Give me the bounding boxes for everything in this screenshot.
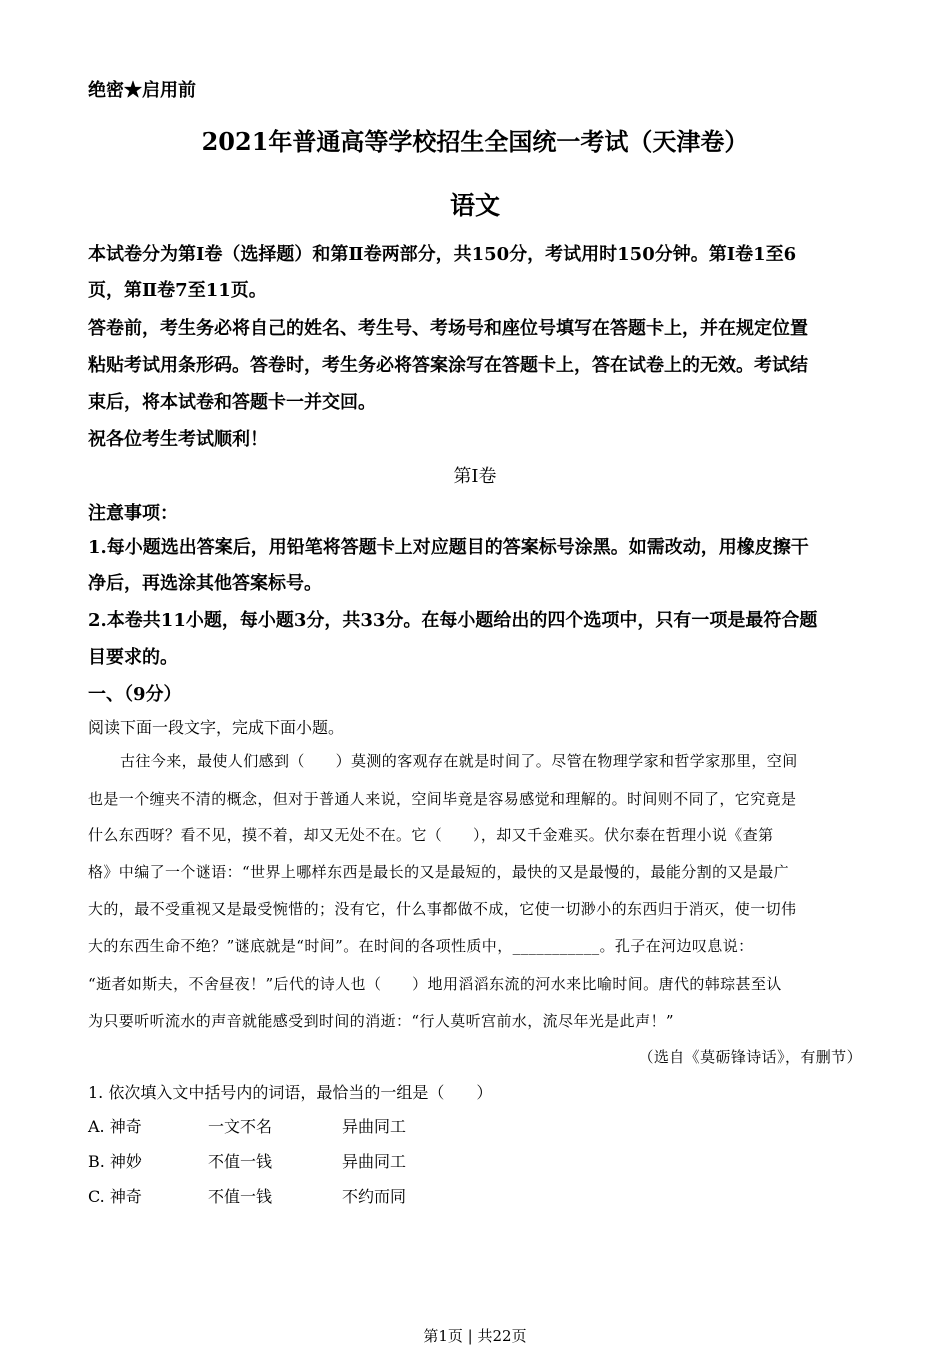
question-1-stem: 1. 依次填入文中括号内的词语，最恰当的一组是（ ）	[88, 1083, 493, 1102]
option-c-word-2: 不值一钱	[208, 1187, 273, 1206]
notice-2-line-2: 目要求的。	[88, 647, 178, 668]
option-c-label: C. 神奇	[88, 1187, 142, 1206]
passage-line-1: 古往今来，最使人们感到（ ）莫测的客观存在就是时间了。尽管在物理学家和哲学家那里，空间	[120, 752, 798, 770]
page-footer: 第1页 | 共22页	[423, 1327, 527, 1345]
notice-1-line-2: 净后，再选涂其他答案标号。	[88, 573, 322, 594]
notice-1-line-1: 1.每小题选出答案后，用铅笔将答题卡上对应题目的答案标号涂黑。如需改动，用橡皮擦干	[88, 537, 809, 558]
intro-line-6: 祝各位考生考试顺利！	[88, 429, 268, 450]
intro-line-5: 束后，将本试卷和答题卡一并交回。	[88, 392, 376, 413]
option-b-label: B. 神妙	[88, 1152, 142, 1171]
option-c-word-3: 不约而同	[342, 1187, 407, 1206]
intro-line-1: 本试卷分为第Ⅰ卷（选择题）和第Ⅱ卷两部分，共150分，考试用时150分钟。第Ⅰ卷1至6	[88, 244, 797, 265]
volume-title: 第Ⅰ卷	[453, 466, 497, 487]
passage-line-5: 大的，最不受重视又是最受惋惜的；没有它，什么事都做不成，它使一切渺小的东西归于消灭，使一切伟	[88, 900, 797, 918]
passage-source: （选自《莫砺锋诗话》，有删节）	[638, 1048, 862, 1066]
option-a-word-2: 一文不名	[208, 1117, 273, 1136]
notice-2-line-1: 2.本卷共11小题，每小题3分，共33分。在每小题给出的四个选项中，只有一项是最符合题	[88, 610, 818, 631]
passage-line-6: 大的东西生命不绝？”谜底就是“时间”。在时间的各项性质中，___________。孔子在河边叹息说：	[88, 937, 754, 955]
option-b-word-2: 不值一钱	[208, 1152, 273, 1171]
intro-line-3: 答卷前，考生务必将自己的姓名、考生号、考场号和座位号填写在答题卡上，并在规定位置	[88, 318, 808, 339]
option-a-label: A. 神奇	[88, 1117, 142, 1136]
passage-line-8: 为只要听听流水的声音就能感受到时间的消逝：“行人莫听宫前水，流尽年光是此声！”	[88, 1012, 674, 1030]
part-title: 一、（9分）	[88, 684, 182, 705]
exam-title: 2021年普通高等学校招生全国统一考试（天津卷）	[201, 127, 749, 156]
passage-line-2: 也是一个缠夹不清的概念，但对于普通人来说，空间毕竟是容易感觉和理解的。时间则不同了，它究竟是	[88, 790, 797, 808]
passage-line-3: 什么东西呀？看不见，摸不着，却又无处不在。它（ ），却又千金难买。伏尔泰在哲理小说《查第	[88, 826, 774, 844]
passage-line-4: 格》中编了一个谜语：“世界上哪样东西是最长的又是最短的，最快的又是最慢的，最能分割的又是最广	[88, 863, 790, 881]
option-b-word-3: 异曲同工	[342, 1152, 407, 1171]
reading-instruction: 阅读下面一段文字，完成下面小题。	[88, 718, 345, 737]
passage-line-7: “逝者如斯夫，不舍昼夜！”后代的诗人也（ ）地用滔滔东流的河水来比喻时间。唐代的韩琮甚至认	[88, 975, 782, 993]
option-a-word-3: 异曲同工	[342, 1117, 407, 1136]
notice-title: 注意事项：	[88, 503, 178, 524]
intro-line-4: 粘贴考试用条形码。答卷时，考生务必将答案涂写在答题卡上，答在试卷上的无效。考试结	[88, 355, 808, 376]
intro-line-2: 页，第Ⅱ卷7至11页。	[88, 280, 267, 301]
confidential-label: 绝密★启用前	[88, 80, 196, 101]
subject-title: 语文	[449, 191, 500, 220]
